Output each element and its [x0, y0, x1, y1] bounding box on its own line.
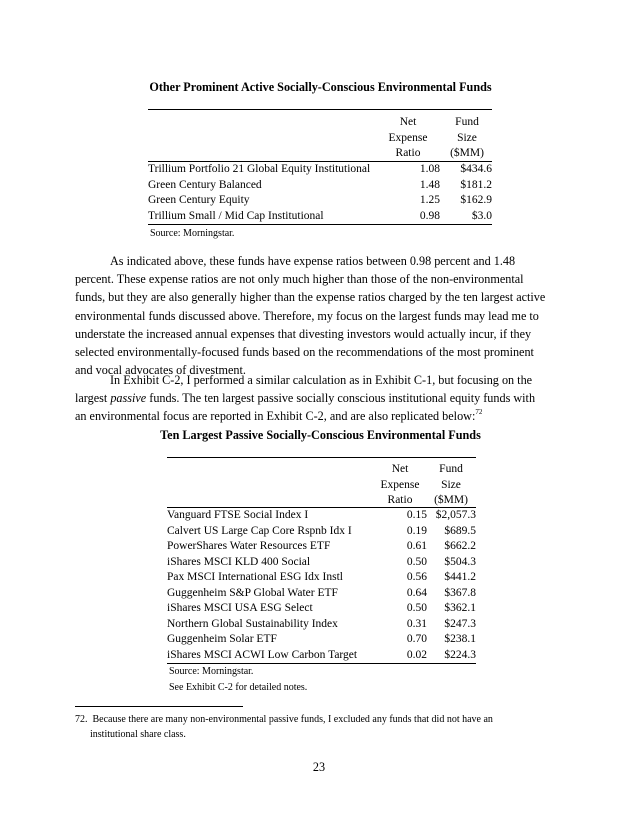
- table-row: [167, 508, 476, 524]
- table-row: [167, 617, 476, 633]
- fund-size: $441.2: [444, 571, 476, 583]
- expense-ratio: 1.08: [419, 163, 440, 175]
- footnote-reference[interactable]: 72: [475, 408, 483, 417]
- expense-ratio: 0.61: [406, 540, 427, 552]
- fund-size: $224.3: [427, 648, 476, 664]
- expense-ratio: 0.70: [406, 633, 427, 645]
- text-line: selected environmentally-focused funds based on the recommendations of the most prominent: [75, 345, 534, 360]
- fund-name: Vanguard FTSE Social Index I: [167, 509, 309, 521]
- text-line: In Exhibit C-2, I performed a similar calculation as in Exhibit C-1, but focusing on the: [110, 373, 533, 387]
- footnote-separator: [75, 706, 243, 707]
- header-line: Expense: [388, 131, 428, 144]
- header-line: Size: [441, 478, 461, 491]
- table-row: [167, 570, 476, 586]
- text-segment: largest: [75, 391, 111, 406]
- fund-size: $181.2: [460, 178, 492, 191]
- text-line: [75, 407, 535, 425]
- table1: [148, 162, 492, 225]
- header-line: Size: [457, 131, 477, 144]
- header-line: Fund: [455, 116, 479, 128]
- fund-name: Northern Global Sustainability Index: [167, 617, 338, 630]
- expense-ratio: 0.19: [406, 524, 427, 537]
- table-row: [167, 586, 476, 602]
- table2-top-rule: [167, 457, 476, 458]
- expense-ratio: 0.98: [384, 209, 440, 225]
- fund-size: $3.0: [440, 209, 492, 225]
- table-row: [148, 178, 492, 194]
- table-row: [167, 632, 476, 648]
- expense-ratio: 0.50: [406, 555, 427, 568]
- table1-header-fund-size: [442, 115, 492, 162]
- expense-ratio: 0.15: [406, 509, 427, 521]
- fund-name: Guggenheim Solar ETF: [167, 633, 277, 645]
- table-row: [148, 162, 492, 178]
- table2: [167, 508, 476, 664]
- table2-header-fund-size: [426, 462, 476, 509]
- table-row: [167, 648, 476, 664]
- header-line: Ratio: [395, 147, 421, 159]
- fund-size: $504.3: [444, 555, 476, 568]
- fund-size: $162.9: [460, 194, 492, 206]
- table1-header-expense-ratio: [380, 115, 436, 162]
- fund-size: $2,057.3: [435, 509, 476, 521]
- header-line: Net: [391, 463, 409, 475]
- header-line: ($MM): [434, 494, 468, 506]
- text-line: funds, but they are also generally higher than the expense ratios charged by the ten largest active: [75, 290, 546, 305]
- header-line: Ratio: [387, 494, 413, 506]
- fund-name: Guggenheim S&P Global Water ETF: [167, 586, 338, 599]
- expense-ratio: 0.02: [382, 648, 427, 664]
- text-line: percent. These expense ratios are not only much higher than those of the non-environmental: [75, 272, 524, 287]
- fund-name: iShares MSCI USA ESG Select: [167, 602, 313, 614]
- expense-ratio: 1.25: [419, 194, 440, 206]
- table2-source: Source: Morningstar.: [169, 666, 254, 677]
- footnote-72: [75, 713, 493, 742]
- expense-ratio: 0.50: [406, 602, 427, 614]
- fund-size: $367.8: [444, 586, 476, 599]
- page-number: 23: [312, 760, 326, 774]
- fund-size: $238.1: [444, 633, 476, 645]
- header-line: Expense: [380, 478, 420, 491]
- fund-name: Trillium Portfolio 21 Global Equity Institutional: [148, 163, 371, 175]
- fund-name: PowerShares Water Resources ETF: [167, 540, 331, 552]
- fund-name: Green Century Balanced: [148, 178, 262, 191]
- header-line: Fund: [439, 463, 463, 475]
- emphasis-text: passive: [110, 391, 147, 406]
- paragraph-1: [75, 252, 545, 379]
- expense-ratio: 0.31: [406, 617, 427, 630]
- text-segment: an environmental focus are reported in Exhibit C-2, and are also replicated below:: [75, 409, 476, 424]
- fund-name: Calvert US Large Cap Core Rspnb Idx I: [167, 524, 352, 537]
- expense-ratio: 1.48: [419, 178, 440, 191]
- footnote-text: Because there are many non-environmental passive funds, I excluded any funds that did not have an: [92, 714, 493, 725]
- fund-name: Pax MSCI International ESG Idx Instl: [167, 571, 343, 583]
- table-row: [167, 555, 476, 571]
- table1-title: Other Prominent Active Socially-Conscious Environmental Funds: [149, 80, 492, 94]
- table2-title: Ten Largest Passive Socially-Conscious Environmental Funds: [160, 428, 481, 442]
- paragraph-2: [75, 371, 535, 426]
- footnote-line: [75, 713, 493, 728]
- table-row: [148, 193, 492, 209]
- fund-name: Trillium Small / Mid Cap Institutional: [148, 209, 384, 225]
- table-row: [148, 209, 492, 225]
- table-row: [167, 524, 476, 540]
- fund-name: iShares MSCI ACWI Low Carbon Target: [167, 648, 382, 664]
- table2-note: See Exhibit C-2 for detailed notes.: [169, 682, 308, 693]
- fund-size: $662.2: [444, 540, 476, 552]
- fund-size: $434.6: [460, 163, 492, 175]
- fund-name: Green Century Equity: [148, 194, 250, 206]
- footnote-line: institutional share class.: [90, 728, 186, 740]
- header-line: Net: [399, 116, 417, 128]
- table2-header-expense-ratio: [372, 462, 428, 509]
- table-row: [167, 601, 476, 617]
- text-line: understate the increased annual expenses that divesting investors would actually incur, if they: [75, 326, 532, 341]
- footnote-number: 72.: [75, 714, 88, 725]
- table1-source: Source: Morningstar.: [150, 228, 235, 239]
- expense-ratio: 0.64: [406, 586, 427, 599]
- fund-size: $689.5: [444, 524, 476, 537]
- expense-ratio: 0.56: [406, 571, 427, 583]
- text-line: environmental funds discussed above. Therefore, my focus on the largest funds may lead me to: [75, 308, 539, 323]
- fund-size: $247.3: [444, 617, 476, 630]
- text-line: As indicated above, these funds have expense ratios between 0.98 percent and 1.48: [110, 254, 516, 268]
- header-line: ($MM): [450, 147, 484, 159]
- text-line: and vocal advocates of divestment.: [75, 363, 246, 378]
- fund-size: $362.1: [444, 602, 476, 614]
- text-line: [75, 389, 535, 407]
- fund-name: iShares MSCI KLD 400 Social: [167, 555, 311, 568]
- text-segment: funds. The ten largest passive socially conscious institutional equity funds with: [146, 391, 536, 406]
- table1-top-rule: [148, 109, 492, 110]
- table-row: [167, 539, 476, 555]
